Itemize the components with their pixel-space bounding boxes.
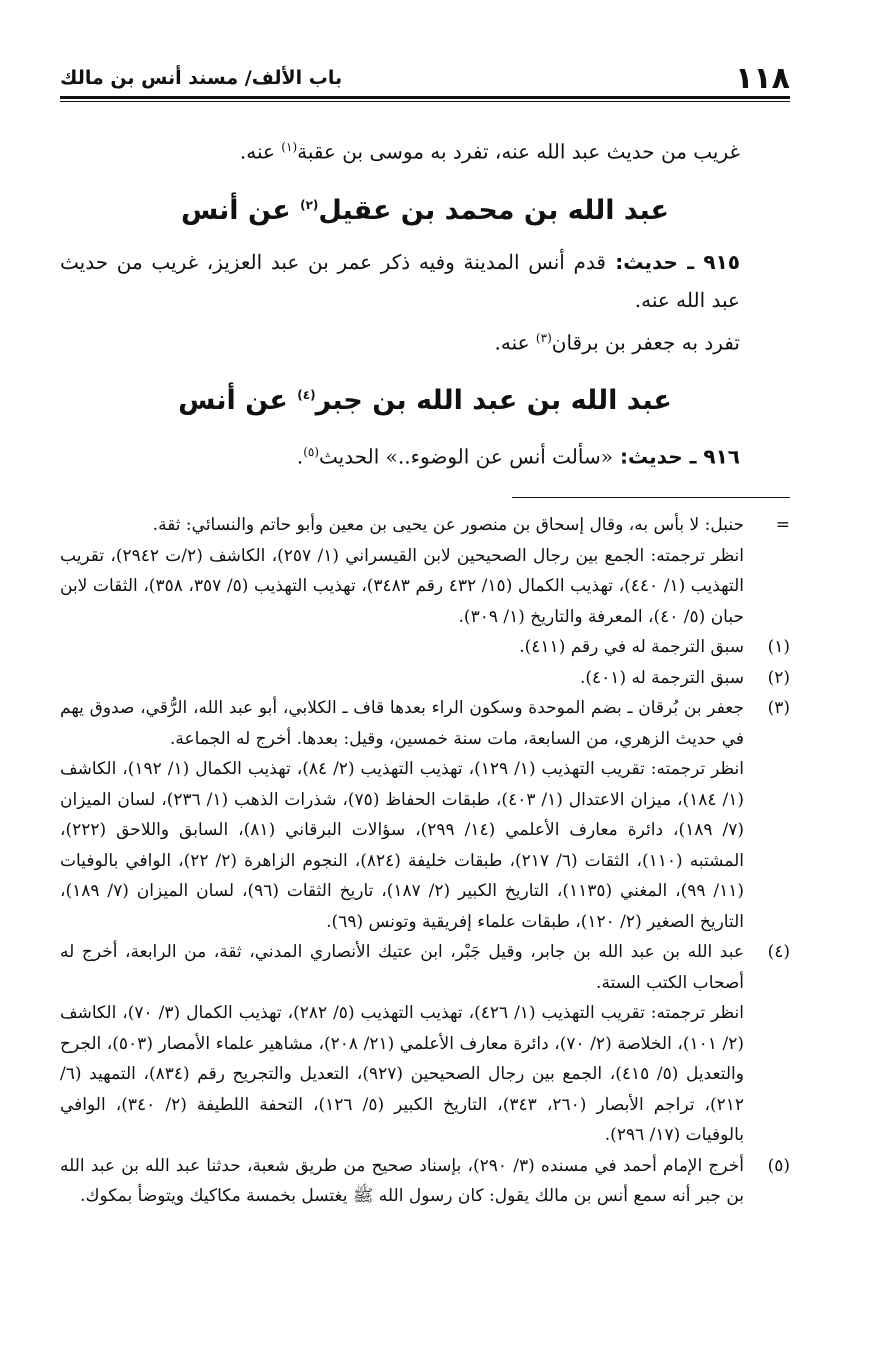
footnote-3-sources: انظر ترجمته: تقريب التهذيب (١/ ١٢٩)، تهذيب التهذيب (٢/ ٨٤)، تهذيب الكمال (١/ ١٩٢)، الكاشف (١/ ١٨٤)، ميزان الاعتدال (١/ ٤٠٣)، طبقات الحفاظ (٧٥)، شذرات الذهب (١/ ٢٣٦)، لسان الميزان (٧/ ١٨٩)، دائرة معارف الأعلمي (١٤/ ٢٩٩)، سؤالات البرقاني (٨١)، السابق واللاحق (٢٢٢)، المشتبه (١١٠)، الثقات (٦/ ٢١٧)، طبقات خليفة (٨٢٤)، النجوم الزاهرة (٢/ ٢٢)، الوافي بالوفيات (١١/ ٩٩)، المغني (١١٣٥)، التاريخ الكبير (٢/ ١٨٧)، تاريخ الثقات (٩٦)، لسان الميزان (٧/ ١٨٩)، التاريخ الصغير (٢/ ١٢٠)، طبقات علماء إفريقية وتونس (٦٩). (60, 759, 745, 932)
hadith-915: ٩١٥ ـ حديث: قدم أنس المدينة وفيه ذكر عمر بن عبد العزيز، غريب من حديث عبد الله عنه. (60, 249, 740, 312)
footnote-5: (٥) أخرج الإمام أحمد في مسنده (٣/ ٢٩٠)، بإسناد صحيح من طريق شعبة، حدثنا عبد الله بن عبد الله بن جبر أنه سمع أنس بن مالك يقول: كان رسول الله ﷺ يغتسل بخمسة مكاكيك ويتوضأ بمكوك. (60, 1155, 790, 1206)
running-title: باب الألف/ مسند أنس بن مالك (60, 67, 343, 89)
paragraph-gharib: غريب من حديث عبد الله عنه، تفرد به موسى بن عقبة$^{(١)}$ عنه. (239, 139, 740, 164)
footnote-ref-5: (٥) (303, 445, 320, 460)
footnote-ref-1: (١) (281, 140, 298, 154)
hadith-916: ٩١٦ ـ حديث: «سألت أنس عن الوضوء..» الحديث$^{(٥)}$. (296, 444, 740, 469)
footnote-3: (٣) جعفر بن بُرقان ـ بضم الموحدة وسكون الراء بعدها قاف ـ الكلابي، أبو عبد الله، الرُّقي، صدوق يهم في حديث الزهري، من السابعة، مات سنة خمسين، وقيل: بعدها. أخرج له الجماعة. (60, 698, 790, 749)
footnote-2: (٢) سبق الترجمة له (٤٠١). (579, 667, 790, 688)
paragraph-tafarrud: تفرد به جعفر بن برقان$^{(٣)}$ عنه. (494, 330, 740, 355)
footnote-1: (١) سبق الترجمة له في رقم (٤١١). (519, 637, 790, 657)
footnote-ref-4: (٤) (297, 388, 316, 403)
section-heading-ibn-aqil: عبد الله بن محمد بن عقيل$^{(٢)}$ عن أنس (181, 194, 669, 226)
footnote-ref-3: (٣) (535, 330, 552, 345)
hadith-916-label: ٩١٦ ـ حديث: (613, 444, 740, 469)
continuation-mark: = (775, 515, 790, 535)
footnote-continued: = حنبل: لا بأس به، وقال إسحاق بن منصور عن يحيى بن معين وأبو حاتم والنسائي: ثقة. (60, 510, 790, 541)
footnote-4-sources: انظر ترجمته: تقريب التهذيب (١/ ٤٢٦)، تهذيب التهذيب (٥/ ٢٨٢)، تهذيب الكمال (٣/ ٧٠)، الكاشف (٢/ ١٠١)، الخلاصة (٢/ ٧٠)، دائرة معارف الأعلمي (٢١/ ٢٠٨)، مشاهير علماء الأمصار (٥٠٣)، الجرح والتعديل (٥/ ٤١٥)، الجمع بين رجال الصحيحين (٩٢٧)، التعديل والتجريح رقم (٨٣٤)، التمهيد (٦/ ٢١٢)، تراجم الأبصار (٢٦٠، ٣٤٣)، التاريخ الكبير (٥/ ١٢٦)، التحفة اللطيفة (٢/ ٣٤٠)، الوافي بالوفيات (١٧/ ٢٩٦). (60, 1003, 744, 1145)
running-header (60, 58, 790, 98)
footnote-4: (٤) عبد الله بن عبد الله بن جابر، وقيل جَبْر، ابن عتيك الأنصاري المدني، ثقة، من الرابعة، أخرج له أصحاب الكتب الستة. (60, 942, 790, 993)
footnote-separator (512, 497, 790, 498)
main-text (60, 128, 790, 476)
section-heading-ibn-jabr: عبد الله بن عبد الله بن جبر$^{(٤)}$ عن أنس (178, 385, 672, 417)
footnote-continued-sources: انظر ترجمته: الجمع بين رجال الصحيحين لابن القيسراني (١/ ٢٥٧)، الكاشف (٢/ت ٢٩٤٢)، تقريب التهذيب (١/ ٤٤٠)، تهذيب الكمال (١٥/ ٤٣٢ رقم ٣٤٨٣)، تهذيب التهذيب (٥/ ٣٥٧، ٣٥٨)، الثقات لابن حبان (٥/ ٤٠)، المعرفة والتاريخ (١/ ٣٠٩). (60, 545, 744, 627)
page-number: ١١٨ (735, 60, 790, 96)
footnotes (60, 510, 790, 1212)
hadith-915-label: ٩١٥ ـ حديث: (606, 249, 740, 274)
header-rule (60, 96, 790, 102)
footnote-ref-2: (٢) (300, 197, 319, 212)
